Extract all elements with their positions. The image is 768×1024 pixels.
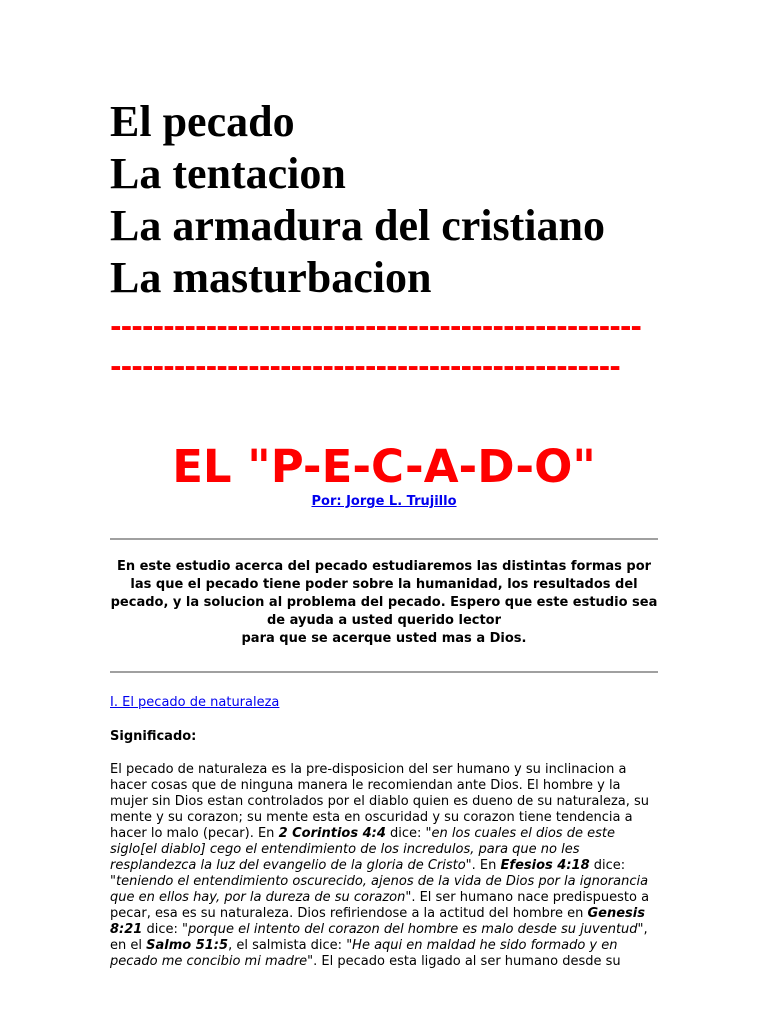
document-title-block	[110, 96, 605, 304]
section-link-row	[110, 694, 279, 712]
title-line: La tentacion	[110, 149, 346, 198]
author-link[interactable]: Por: Jorge L. Trujillo	[311, 494, 457, 509]
title-line: La masturbacion	[110, 253, 432, 302]
bible-reference: Genesis 8:21	[110, 906, 645, 937]
intro-line: las que el pecado tiene poder sobre la humanidad, los resultados del	[130, 577, 638, 592]
section-link-naturaleza[interactable]: I. El pecado de naturaleza	[110, 695, 280, 710]
section-heading: EL "P-E-C-A-D-O"	[172, 440, 596, 493]
bible-reference: 2 Corintios 4:4	[278, 826, 386, 841]
title-line: El pecado	[110, 97, 295, 146]
intro-line: de ayuda a usted querido lector	[266, 613, 502, 628]
red-dash-divider: ------------------------------------------------	[110, 352, 620, 382]
horizontal-rule	[110, 538, 658, 540]
author-line	[0, 493, 768, 511]
horizontal-rule	[110, 671, 658, 673]
subheading-significado: Significado:	[110, 729, 197, 744]
intro-line: para que se acerque usted mas a Dios.	[241, 631, 527, 646]
body-text: El pecado de naturaleza es la pre-disposicion del ser humano y su inclinacion a hacer cosas que de ninguna manera le recomiendan ante Dios. El hombre y la mujer sin Dios estan controlados por el diablo quien es dueno de su naturaleza, su mente y su corazon; su mente esta en oscuridad y su corazon tiene tendencia a hacer lo malo (pecar). En	[110, 762, 650, 841]
bible-reference: Salmo 51:5	[146, 938, 229, 953]
intro-paragraph	[110, 558, 658, 648]
body-text: . En	[471, 858, 501, 873]
red-dash-divider: --------------------------------------------------	[110, 312, 642, 342]
body-text: dice:	[385, 826, 426, 841]
body-text: , en el	[110, 922, 648, 953]
body-text: . El ser humano nace predispuesto a pecar, esa es su naturaleza. Dios refiriendose a la actitud del hombre en	[110, 890, 650, 921]
title-line: La armadura del cristiano	[110, 201, 605, 250]
body-text: . El pecado esta ligado al ser humano desde su	[313, 954, 621, 969]
body-text: dice:	[142, 922, 182, 937]
bible-quote: "He aqui en maldad he sido formado y en pecado me concibio mi madre"	[110, 938, 618, 969]
bible-quote: "porque el intento del corazon del hombre es malo desde su juventud"	[182, 922, 644, 937]
body-text: dice:	[589, 858, 626, 873]
intro-line: En este estudio acerca del pecado estudiaremos las distintas formas por	[116, 559, 652, 574]
body-text: , el salmista dice:	[228, 938, 347, 953]
body-paragraph	[110, 762, 658, 970]
bible-quote: "en los cuales el dios de este siglo[el diablo] cego el entendimiento de los incredulos, para que no les resplandezca la luz del evangelio de la gloria de Cristo"	[110, 826, 615, 873]
bible-quote: "teniendo el entendimiento oscurecido, ajenos de la vida de Dios por la ignorancia que en ellos hay, por la dureza de su corazon"	[110, 874, 649, 905]
intro-line: pecado, y la solucion al problema del pecado. Espero que este estudio sea	[110, 595, 658, 610]
bible-reference: Efesios 4:18	[500, 858, 590, 873]
